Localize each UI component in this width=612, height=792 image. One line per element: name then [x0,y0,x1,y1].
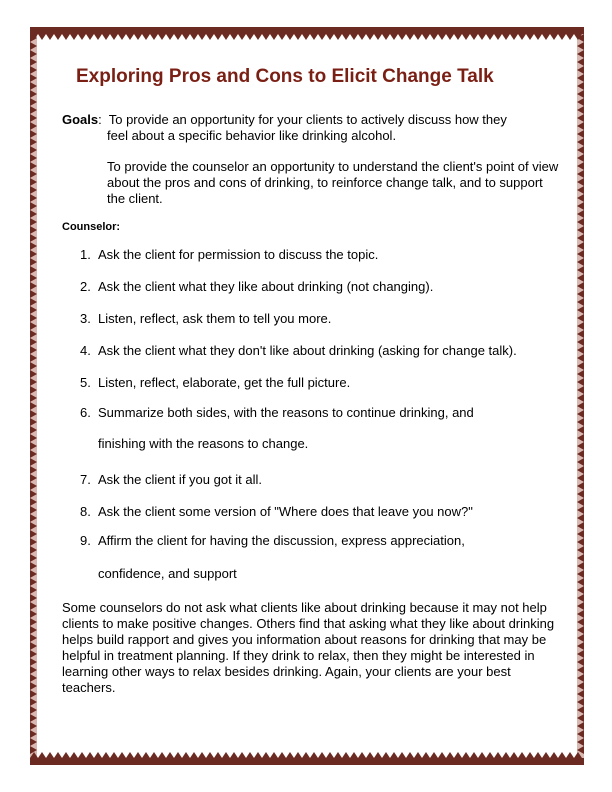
border-triangle [406,34,414,40]
border-triangle [54,752,62,758]
border-triangle [254,34,262,40]
border-triangle [238,34,246,40]
border-triangle [454,34,462,40]
goals-section: Goals: To provide an opportunity for your clients to actively discuss how they feel about a specific behavior like drinking alcohol. [62,112,562,144]
border-triangle [86,752,94,758]
border-triangle [158,752,166,758]
border-triangle [94,752,102,758]
border-triangle [286,752,294,758]
border-triangle [62,34,70,40]
border-triangle [494,34,502,40]
border-triangle [558,34,566,40]
border-triangle [366,34,374,40]
border-triangle [46,752,54,758]
border-triangle [438,34,446,40]
step-text: Ask the client if you got it all. [98,472,263,487]
border-triangle [246,752,254,758]
step-text: Ask the client what they like about drinking (not changing). [98,279,434,294]
border-triangle [230,752,238,758]
border-triangle [206,752,214,758]
step-number: 2. [80,279,91,294]
border-triangle [510,34,518,40]
border-triangle [118,34,126,40]
border-triangle [406,752,414,758]
border-triangle [78,752,86,758]
border-triangle [262,34,270,40]
border-triangle [110,34,118,40]
step-number: 6. [80,405,91,420]
step-item [80,247,378,263]
border-triangle [278,752,286,758]
border-triangle [566,752,574,758]
step-item [80,311,331,327]
border-triangle [262,752,270,758]
border-triangle [470,34,478,40]
border-triangle [454,752,462,758]
border-triangle [502,34,510,40]
border-triangle [446,34,454,40]
closing-paragraph: Some counselors do not ask what clients like about drinking because it may not help clients to make positive changes. Others find that asking what they like about drinking helps build rapport and gives you information about reasons for drinking that may be helpful in treatment planning. If they drink to relax, then they might be interested in learning other ways to relax besides drinking. Again, your clients are your best teachers. [62,600,555,695]
step-text-continued: confidence, and support [98,566,237,581]
step-item [80,279,433,295]
step-text: Listen, reflect, ask them to tell you more. [98,311,332,326]
border-triangle [254,752,262,758]
border-triangle [358,752,366,758]
border-triangle [318,752,326,758]
border-triangle [270,34,278,40]
border-triangle [446,752,454,758]
step-item [80,504,473,520]
border-triangle [126,34,134,40]
border-triangle [334,34,342,40]
border-triangle [94,34,102,40]
border-triangle [174,752,182,758]
step-text: Ask the client some version of "Where does that leave you now?" [98,504,473,519]
border-triangle [390,34,398,40]
border-triangle [310,34,318,40]
border-triangle [70,34,78,40]
border-triangle [534,34,542,40]
border-triangle [302,34,310,40]
border-band [30,27,584,34]
step-item [80,343,517,359]
border-triangle [398,34,406,40]
step-item [80,375,350,391]
border-triangle [478,34,486,40]
border-triangle [382,34,390,40]
border-triangle [142,752,150,758]
step-text-continued: finishing with the reasons to change. [98,436,309,451]
border-triangle [190,34,198,40]
step-item [80,405,474,451]
border-triangle [150,34,158,40]
border-triangle [342,34,350,40]
border-triangle [494,752,502,758]
border-triangle [542,752,550,758]
border-triangle [230,34,238,40]
border-triangle [542,34,550,40]
border-triangle [46,34,54,40]
border-triangle [358,34,366,40]
goal-2: To provide the counselor an opportunity to understand the client's point of view about the pros and cons of drinking, to reinforce change talk, and to support the client. [107,159,559,206]
border-triangle [366,752,374,758]
border-triangle [294,752,302,758]
border-triangle [190,752,198,758]
border-triangle [374,34,382,40]
border-triangle [198,752,206,758]
step-number: 5. [80,375,91,390]
border-triangle [166,34,174,40]
step-number: 8. [80,504,91,519]
border-triangle [62,752,70,758]
border-triangle [302,752,310,758]
border-triangle [518,752,526,758]
step-text: Listen, reflect, elaborate, get the full picture. [98,375,351,390]
border-triangle [550,34,558,40]
border-triangle [86,34,94,40]
border-triangle [270,752,278,758]
border-triangle [398,752,406,758]
border-triangle [502,752,510,758]
border-triangle [134,34,142,40]
border-triangle [470,752,478,758]
border-triangle [566,34,574,40]
border-triangle [126,752,134,758]
step-number: 4. [80,343,91,358]
border-triangle [430,752,438,758]
page-title: Exploring Pros and Cons to Elicit Change Talk [76,66,494,87]
border-triangle [222,752,230,758]
border-triangle [182,752,190,758]
border-triangle [326,752,334,758]
border-triangle [206,34,214,40]
border-triangle [214,34,222,40]
goal-1-line-1: To provide an opportunity for your clients to actively discuss how they [108,112,507,127]
border-triangle [158,34,166,40]
border-triangle [102,752,110,758]
border-triangle [334,752,342,758]
border-triangle [526,34,534,40]
border-triangle [518,34,526,40]
border-triangle [286,34,294,40]
border-triangle [462,752,470,758]
border-triangle [414,34,422,40]
goals-label: Goals [62,112,99,127]
border-triangle [70,752,78,758]
border-triangle [278,34,286,40]
border-triangle [294,34,302,40]
step-text: Affirm the client for having the discussion, express appreciation, [98,533,465,548]
step-text: Ask the client for permission to discuss the topic. [98,247,379,262]
step-text: Ask the client what they don't like about drinking (asking for change talk). [98,343,517,358]
step-number: 7. [80,472,91,487]
border-triangle [382,752,390,758]
border-triangle [214,752,222,758]
border-triangle [182,34,190,40]
border-triangle [166,752,174,758]
border-triangle [486,752,494,758]
border-triangle [350,752,358,758]
border-triangle [310,752,318,758]
counselor-label: Counselor: [62,221,121,233]
border-triangle [550,752,558,758]
border-triangle [326,34,334,40]
border-triangle [222,34,230,40]
border-triangle [478,752,486,758]
step-item [80,472,262,488]
border-band [30,758,584,765]
border-triangle [142,34,150,40]
step-number: 1. [80,247,91,262]
border-triangle [102,34,110,40]
border-triangle [422,34,430,40]
border-triangle [38,752,46,758]
border-triangle [38,34,46,40]
border-triangle [534,752,542,758]
border-triangle [246,34,254,40]
border-triangle [318,34,326,40]
border-triangle [198,34,206,40]
border-triangle [390,752,398,758]
border-triangle [118,752,126,758]
goal-1-line-2: feel about a specific behavior like drinking alcohol. [107,128,397,143]
border-triangle [438,752,446,758]
border-triangle [78,34,86,40]
border-triangle [422,752,430,758]
step-text: Summarize both sides, with the reasons to continue drinking, and [98,405,474,420]
border-triangle [430,34,438,40]
step-number: 3. [80,311,91,326]
step-item [80,533,465,581]
border-triangle [150,752,158,758]
border-triangle [486,34,494,40]
border-triangle [174,34,182,40]
border-triangle [462,34,470,40]
border-triangle [558,752,566,758]
border-triangle [350,34,358,40]
border-triangle [374,752,382,758]
border-triangle [110,752,118,758]
border-triangle [510,752,518,758]
border-triangle [134,752,142,758]
border-triangle [238,752,246,758]
step-number: 9. [80,533,91,548]
border-triangle [54,34,62,40]
border-triangle [414,752,422,758]
border-triangle [526,752,534,758]
border-triangle [342,752,350,758]
